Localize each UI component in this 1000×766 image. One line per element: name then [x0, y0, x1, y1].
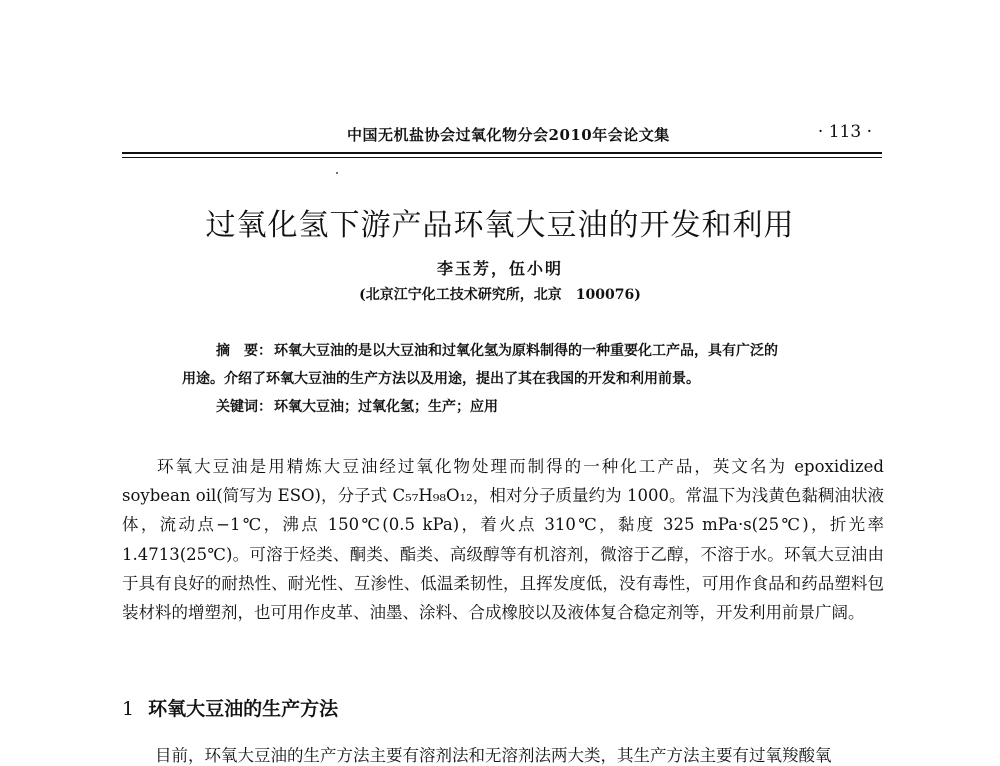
header-rule-thick [122, 152, 882, 154]
section-heading-1 [122, 694, 338, 721]
abstract-label: 摘 要： [216, 343, 272, 359]
paper-title: 过氧化氢下游产品环氧大豆油的开发和利用 [205, 208, 795, 243]
section-number: 1 [122, 698, 135, 720]
abstract-line-1 [182, 337, 842, 365]
authors: 李玉芳，伍小明 [436, 259, 563, 278]
paragraph-1-text: 环氧大豆油是用精炼大豆油经过氧化物处理而制得的一种化工产品，英文名为 epoxidized soybean oil(简写为 ESO)，分子式 C₅₇H₉₈O₁₂，相对分子质量约为 1000。常温下为浅黄色黏稠油状液体，流动点−1℃，沸点 150℃(0.5 kPa)，着火点 310℃，黏度 325 mPa·s(25℃)，折光率 1.4713(25℃)。可溶于烃类、酮类、酯类、高级醇等有机溶剂，微溶于乙醇，不溶于水。环氧大豆油由于具有良好的耐热性、耐光性、互渗性、低温柔韧性，且挥发度低，没有毒性，可用作食品和药品塑料包装材料的增塑剂，也可用作皮革、油墨、涂料、合成橡胶以及液体复合稳定剂等，开发利用前景广阔。 [122, 457, 884, 623]
scan-dot [336, 172, 338, 174]
keywords-text: 环氧大豆油；过氧化氢；生产；应用 [274, 399, 498, 415]
paragraph-1 [122, 452, 884, 627]
abstract-block [182, 337, 842, 421]
keywords-label: 关键词： [216, 399, 272, 415]
body-text [122, 452, 884, 627]
abstract-text-1: 环氧大豆油的是以大豆油和过氧化氢为原料制得的一种重要化工产品，具有广泛的 [274, 343, 778, 359]
section-1-first-line: 目前，环氧大豆油的生产方法主要有溶剂法和无溶剂法两大类，其生产方法主要有过氧羧酸氧 [155, 746, 832, 765]
section-title: 环氧大豆油的生产方法 [148, 698, 339, 720]
affiliation: (北京江宁化工技术研究所，北京 100076) [359, 287, 641, 303]
running-header [122, 120, 882, 150]
abstract-line-2: 用途。介绍了环氧大豆油的生产方法以及用途，提出了其在我国的开发和利用前景。 [182, 371, 700, 387]
keywords-line [182, 393, 842, 421]
header-rule-thin [122, 157, 882, 158]
page-number: · 113 · [817, 122, 872, 142]
journal-title: 中国无机盐协会过氧化物分会2010年会论文集 [347, 126, 670, 144]
